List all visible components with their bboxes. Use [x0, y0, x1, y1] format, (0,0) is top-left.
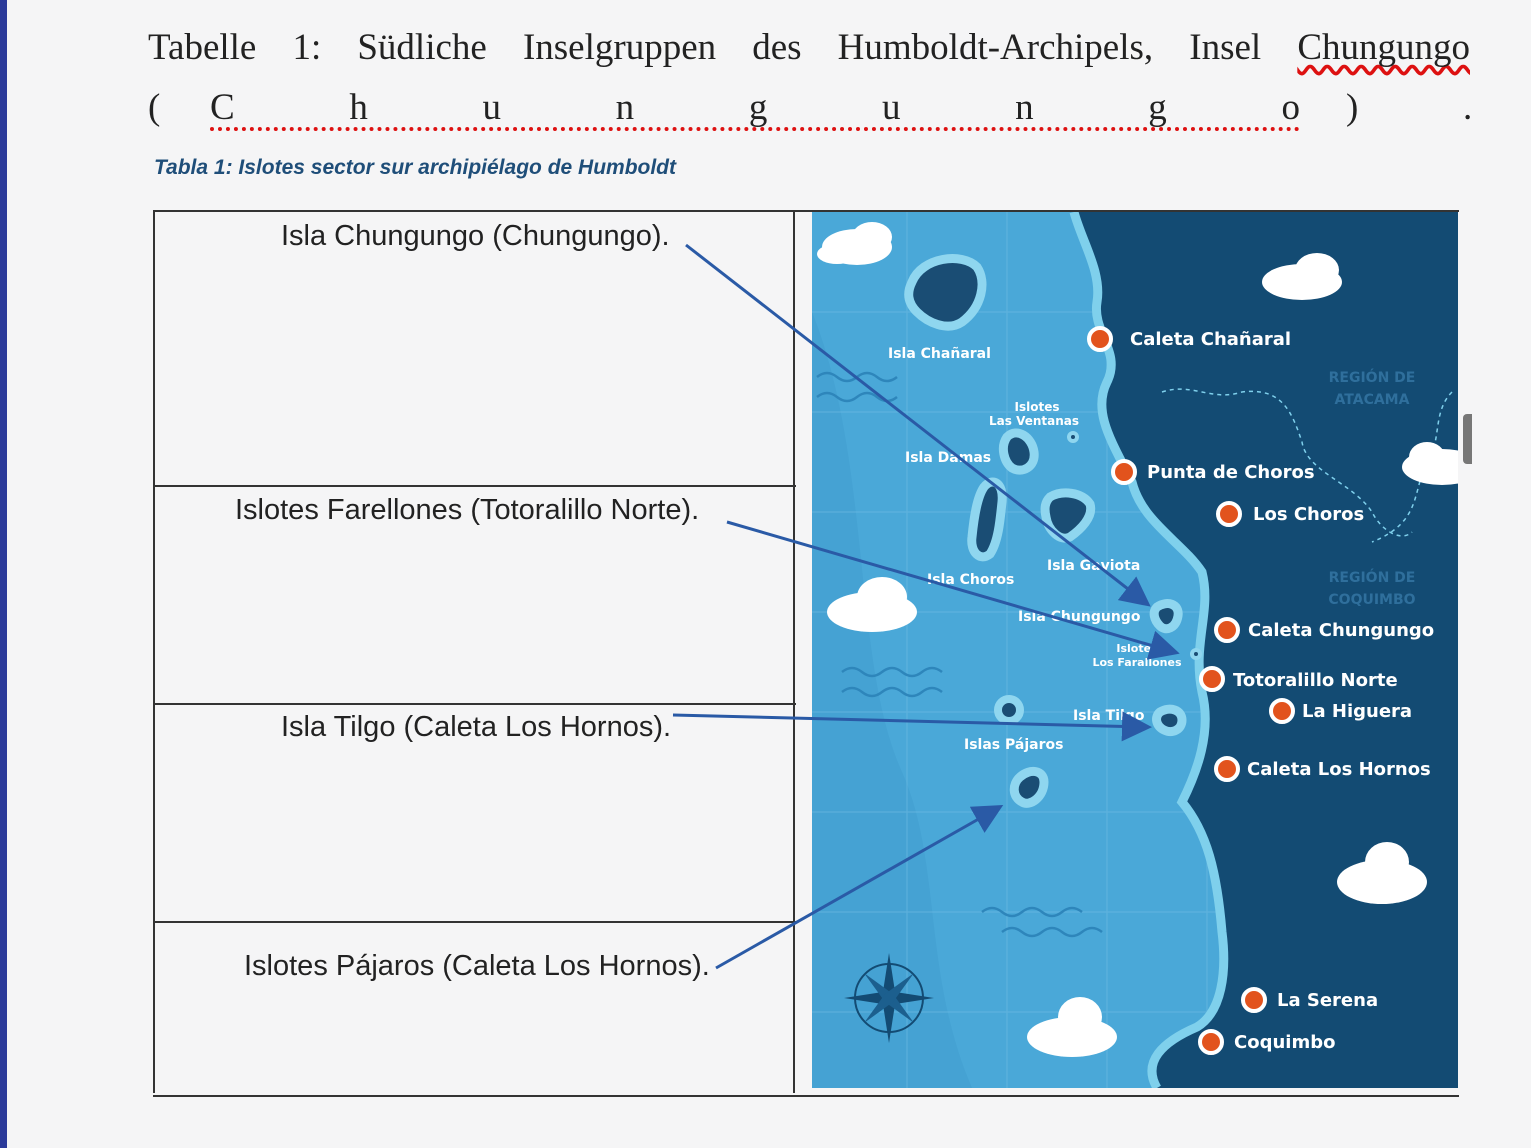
letter: n	[615, 87, 635, 128]
region-coquimbo-line2: COQUIMBO	[1328, 592, 1416, 608]
letter: g	[1148, 87, 1167, 128]
isla-chanaral-shape	[909, 259, 982, 327]
heading-line-1	[148, 24, 1470, 72]
spaced-word[interactable]	[210, 84, 1300, 132]
heading-word-misspelled[interactable]: Chungungo	[1297, 27, 1470, 68]
humboldt-map	[812, 212, 1458, 1088]
island-ventanas-label-2: Las Ventanas	[989, 414, 1079, 428]
scroll-handle[interactable]	[1463, 414, 1472, 464]
heading-word: des	[752, 27, 802, 68]
letter: g	[748, 87, 768, 128]
letter: n	[1015, 87, 1034, 128]
row-divider	[153, 703, 796, 705]
table-caption: Tabla 1: Islotes sector sur archipiélago de Humboldt	[154, 156, 677, 179]
heading-word: Südliche	[357, 27, 487, 68]
region-atacama-line2: ATACAMA	[1334, 392, 1410, 408]
isla-tilgo-shape	[1157, 709, 1182, 731]
table-cell-chungungo: Isla Chungungo (Chungungo).	[281, 220, 670, 252]
region-coquimbo-line1: REGIÓN DE	[1328, 570, 1416, 586]
heading-word: Inselgruppen	[522, 27, 717, 68]
place-los-choros: Los Choros	[1253, 504, 1365, 525]
island-tilgo-label: Isla Tilgo	[1073, 708, 1145, 724]
place-caleta-chanaral: Caleta Chañaral	[1130, 329, 1292, 350]
isla-chungungo-shape	[1154, 604, 1178, 629]
island-chanaral-label: Isla Chañaral	[888, 346, 991, 362]
island-farallones-label-2: Los Farallones	[1092, 656, 1182, 669]
island-gaviota-label: Isla Gaviota	[1047, 558, 1141, 574]
spellcheck-underline	[210, 127, 1300, 131]
open-paren: (	[148, 87, 161, 128]
table-cell-tilgo: Isla Tilgo (Caleta Los Hornos).	[281, 711, 672, 743]
island-pajaros-label: Islas Pájaros	[964, 737, 1064, 753]
letter: o	[1281, 87, 1300, 128]
islas-pajaros-shape-1	[998, 699, 1020, 721]
place-la-serena: La Serena	[1277, 990, 1379, 1011]
region-atacama-line1: REGIÓN DE	[1328, 370, 1416, 386]
island-choros-label: Isla Choros	[927, 572, 1015, 588]
table-cell-farellones: Islotes Farellones (Totoralillo Norte).	[235, 494, 700, 526]
isla-damas-shape	[1003, 433, 1034, 470]
heading-word: Tabelle	[148, 27, 257, 68]
heading-word: 1:	[292, 27, 322, 68]
window-edge-bar	[0, 0, 7, 1148]
letter: u	[881, 87, 901, 128]
close-paren: )	[1346, 87, 1359, 128]
table-cell-pajaros: Islotes Pájaros (Caleta Los Hornos).	[244, 950, 710, 982]
letter: C	[210, 87, 235, 128]
islotes-ventanas-shape	[1069, 433, 1077, 441]
period: .	[1463, 87, 1473, 128]
island-damas-label: Isla Damas	[905, 450, 992, 466]
heading-line-2	[148, 84, 1473, 132]
place-caleta-los-hornos: Caleta Los Hornos	[1247, 759, 1431, 780]
islotes-farallones-shape	[1192, 650, 1200, 658]
place-totoralillo-norte: Totoralillo Norte	[1233, 670, 1398, 691]
islas-pajaros-shape-2	[1014, 771, 1044, 803]
place-caleta-chungungo: Caleta Chungungo	[1248, 620, 1435, 641]
island-farallones-label-1: Islotes	[1116, 642, 1158, 655]
row-divider	[153, 485, 796, 487]
place-coquimbo: Coquimbo	[1234, 1032, 1336, 1053]
isla-choros-shape	[972, 482, 1002, 557]
heading-word: Insel	[1189, 27, 1262, 68]
letter: u	[482, 87, 501, 128]
row-divider	[153, 921, 796, 923]
letter: h	[349, 87, 368, 128]
heading-word: Humboldt-Archipels,	[837, 27, 1154, 68]
place-punta-choros: Punta de Choros	[1147, 462, 1315, 483]
place-la-higuera: La Higuera	[1302, 701, 1413, 722]
island-ventanas-label-1: Islotes	[1014, 400, 1060, 414]
island-chungungo-label: Isla Chungungo	[1018, 609, 1141, 625]
